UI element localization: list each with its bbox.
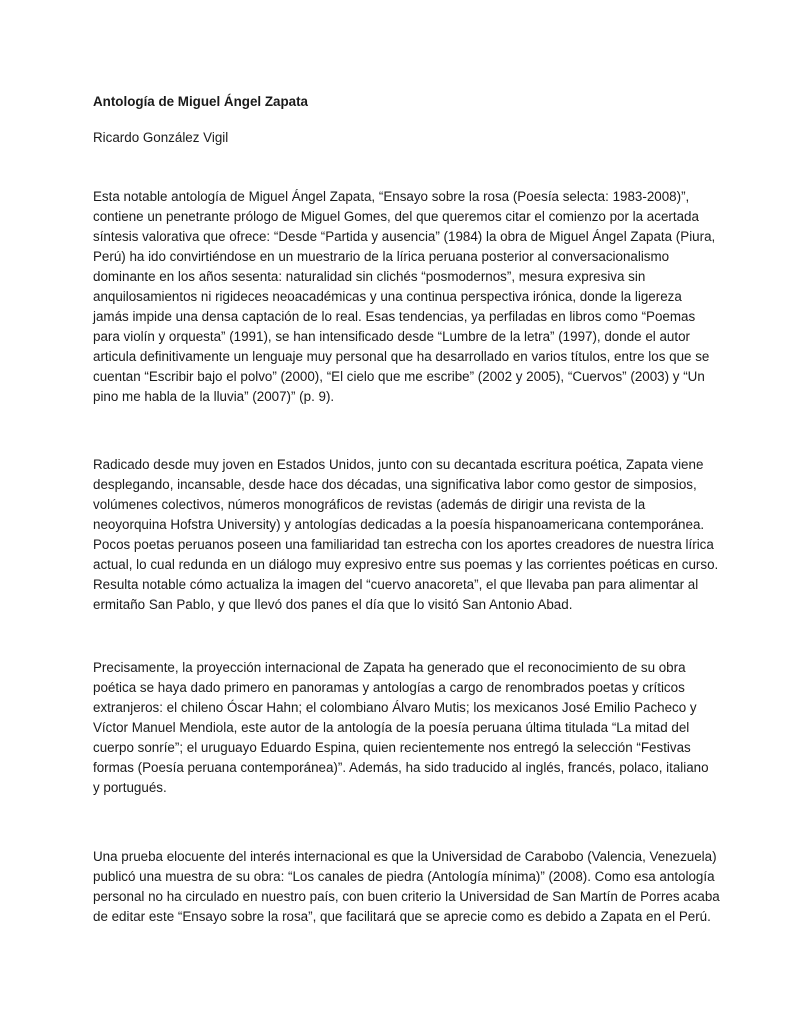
paragraph-line: de editar este “Ensayo sobre la rosa”, que facilitará que se aprecie como es debido a Zapata en el Perú. [93,909,711,924]
document-title: Antología de Miguel Ángel Zapata [93,94,309,109]
paragraph-line: Precisamente, la proyección internacional de Zapata ha generado que el reconocimiento de su obra [93,660,686,675]
paragraph-line: personal no ha circulado en nuestro país, con buen criterio la Universidad de San Martín de Porres acaba [93,889,720,904]
paragraph-line: articula definitivamente un lenguaje muy personal que ha desarrollado en varios títulos, entre los que se [93,349,710,364]
document-body [93,92,720,924]
paragraph-line: Perú) ha ido convirtiéndose en un muestrario de la lírica peruana posterior al conversacionalismo [93,249,670,264]
paragraph-line: desplegando, incansable, desde hace dos décadas, una significativa labor como gestor de simposios, [93,477,697,492]
paragraph-line: formas (Poesía peruana contemporánea)”. Además, ha sido traducido al inglés, francés, polaco, italiano [93,760,709,775]
paragraph-line: ermitaño San Pablo, y que llevó dos panes el día que lo visitó San Antonio Abad. [93,597,573,612]
paragraph-line: anquilosamientos ni rigideces neoacadémicas y una continua perspectiva irónica, donde la ligereza [93,289,682,304]
paragraph-line: Pocos poetas peruanos poseen una familiaridad tan estrecha con los aportes creadores de nuestra lírica [93,537,714,552]
paragraph-line: Una prueba elocuente del interés internacional es que la Universidad de Carabobo (Valencia, Venezuela) [93,849,717,864]
paragraph-line: Víctor Manuel Mendiola, este autor de la antología de la poesía peruana última titulada “La mitad del [93,720,690,735]
paragraph-line: síntesis valorativa que ofrece: “Desde “Partida y ausencia” (1984) la obra de Miguel Ángel Zapata (Piura, [93,229,716,244]
paragraph-line: neoyorquina Hofstra University) y antologías dedicadas a la poesía hispanoamericana contemporánea. [93,517,705,532]
paragraph-line: cuentan “Escribir bajo el polvo” (2000), “El cielo que me escribe” (2002 y 2005), “Cuervos” (2003) y “Un [93,369,705,384]
paragraph-line: cuerpo sonríe”; el uruguayo Eduardo Espina, quien recientemente nos entregó la selección “Festivas [93,740,691,755]
paragraph-4 [93,847,720,927]
paragraph-1 [93,187,715,407]
paragraph-line: poética se haya dado primero en panoramas y antologías a cargo de renombrados poetas y críticos [93,680,685,695]
paragraph-2 [93,455,718,615]
paragraph-line: para violín y orquesta” (1991), se han intensificado desde “Lumbre de la letra” (1997), donde el autor [93,329,690,344]
document-author: Ricardo González Vigil [93,130,229,145]
paragraph-line: publicó una muestra de su obra: “Los canales de piedra (Antología mínima)” (2008). Como esa antología [93,869,715,884]
paragraph-line: y portugués. [93,780,167,795]
paragraph-line: volúmenes colectivos, números monográficos de revistas (además de dirigir una revista de la [93,497,646,512]
paragraph-line: dominante en los años sesenta: naturalidad sin clichés “posmodernos”, mesura expresiva sin [93,269,646,284]
paragraph-line: jamás impide una densa captación de lo real. Esas tendencias, ya perfiladas en libros como “Poemas [93,309,696,324]
paragraph-line: Resulta notable cómo actualiza la imagen del “cuervo anacoreta”, el que llevaba pan para alimentar al [93,577,699,592]
paragraph-line: contiene un penetrante prólogo de Miguel Gomes, del que queremos citar el comienzo por la acertada [93,209,699,224]
paragraph-line: extranjeros: el chileno Óscar Hahn; el colombiano Álvaro Mutis; los mexicanos José Emilio Pacheco y [93,700,697,715]
paragraph-line: actual, lo cual redunda en un diálogo muy expresivo entre sus poemas y las corrientes poéticas en curso. [93,557,719,572]
paragraph-3 [93,658,709,798]
paragraph-line: Radicado desde muy joven en Estados Unidos, junto con su decantada escritura poética, Zapata viene [93,457,704,472]
paragraph-line: Esta notable antología de Miguel Ángel Zapata, “Ensayo sobre la rosa (Poesía selecta: 1983-2008)”, [93,189,690,204]
paragraph-line: pino me habla de la lluvia” (2007)” (p. 9). [93,389,335,404]
